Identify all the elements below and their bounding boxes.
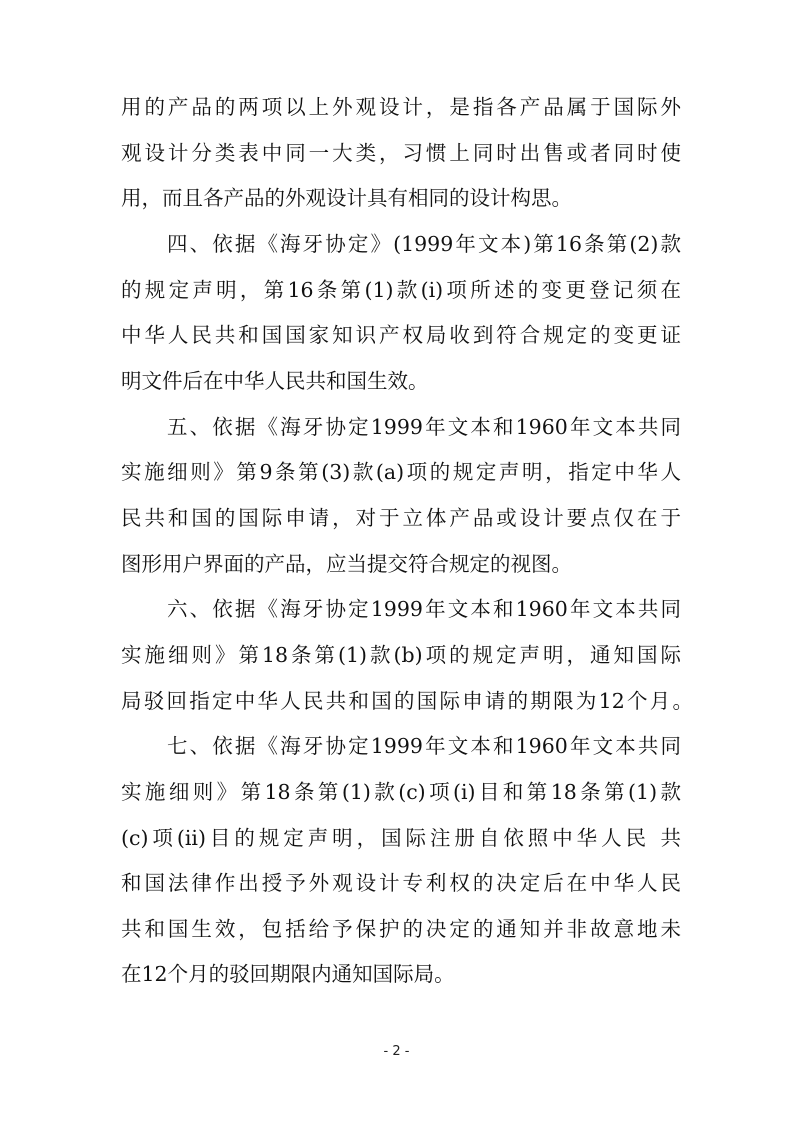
text-line: 和国法律作出授予外观设计专利权的决定后在中华人民 <box>121 871 681 895</box>
text-line: 共和国生效，包括给予保护的决定的通知并非故意地未 <box>121 917 681 941</box>
text-line: 中华人民共和国国家知识产权局收到符合规定的变更证 <box>121 323 681 347</box>
text-line: 观设计分类表中同一大类，习惯上同时出售或者同时使 <box>121 141 681 165</box>
text-line: 在12个月的驳回期限内通知国际局。 <box>121 962 455 986</box>
text-line: (c)项(ii)目的规定声明，国际注册自依照中华人民 共 <box>121 826 681 850</box>
text-line: 局驳回指定中华人民共和国的国际申请的期限为12个月。 <box>121 689 693 713</box>
text-line: 七、依据《海牙协定1999年文本和1960年文本共同 <box>167 734 681 758</box>
page-number: - 2 - <box>383 1044 410 1059</box>
text-line: 五、依据《海牙协定1999年文本和1960年文本共同 <box>167 415 681 439</box>
text-line: 民共和国的国际申请，对于立体产品或设计要点仅在于 <box>121 506 681 530</box>
text-line: 六、依据《海牙协定1999年文本和1960年文本共同 <box>167 597 681 621</box>
text-line: 实施细则》第9条第(3)款(a)项的规定声明，指定中华人 <box>121 460 681 484</box>
text-line: 实施细则》第18条第(1)款(c)项(i)目和第18条第(1)款 <box>121 780 681 804</box>
text-line: 四、依据《海牙协定》(1999年文本)第16条第(2)款 <box>167 232 681 256</box>
text-line: 的规定声明，第16条第(1)款(i)项所述的变更登记须在 <box>121 278 681 302</box>
text-line: 图形用户界面的产品，应当提交符合规定的视图。 <box>121 552 572 576</box>
text-line: 实施细则》第18条第(1)款(b)项的规定声明，通知国际 <box>121 643 681 667</box>
text-line: 用，而且各产品的外观设计具有相同的设计构思。 <box>121 186 572 210</box>
text-line: 用的产品的两项以上外观设计，是指各产品属于国际外 <box>121 95 681 119</box>
text-line: 明文件后在中华人民共和国生效。 <box>121 369 429 393</box>
